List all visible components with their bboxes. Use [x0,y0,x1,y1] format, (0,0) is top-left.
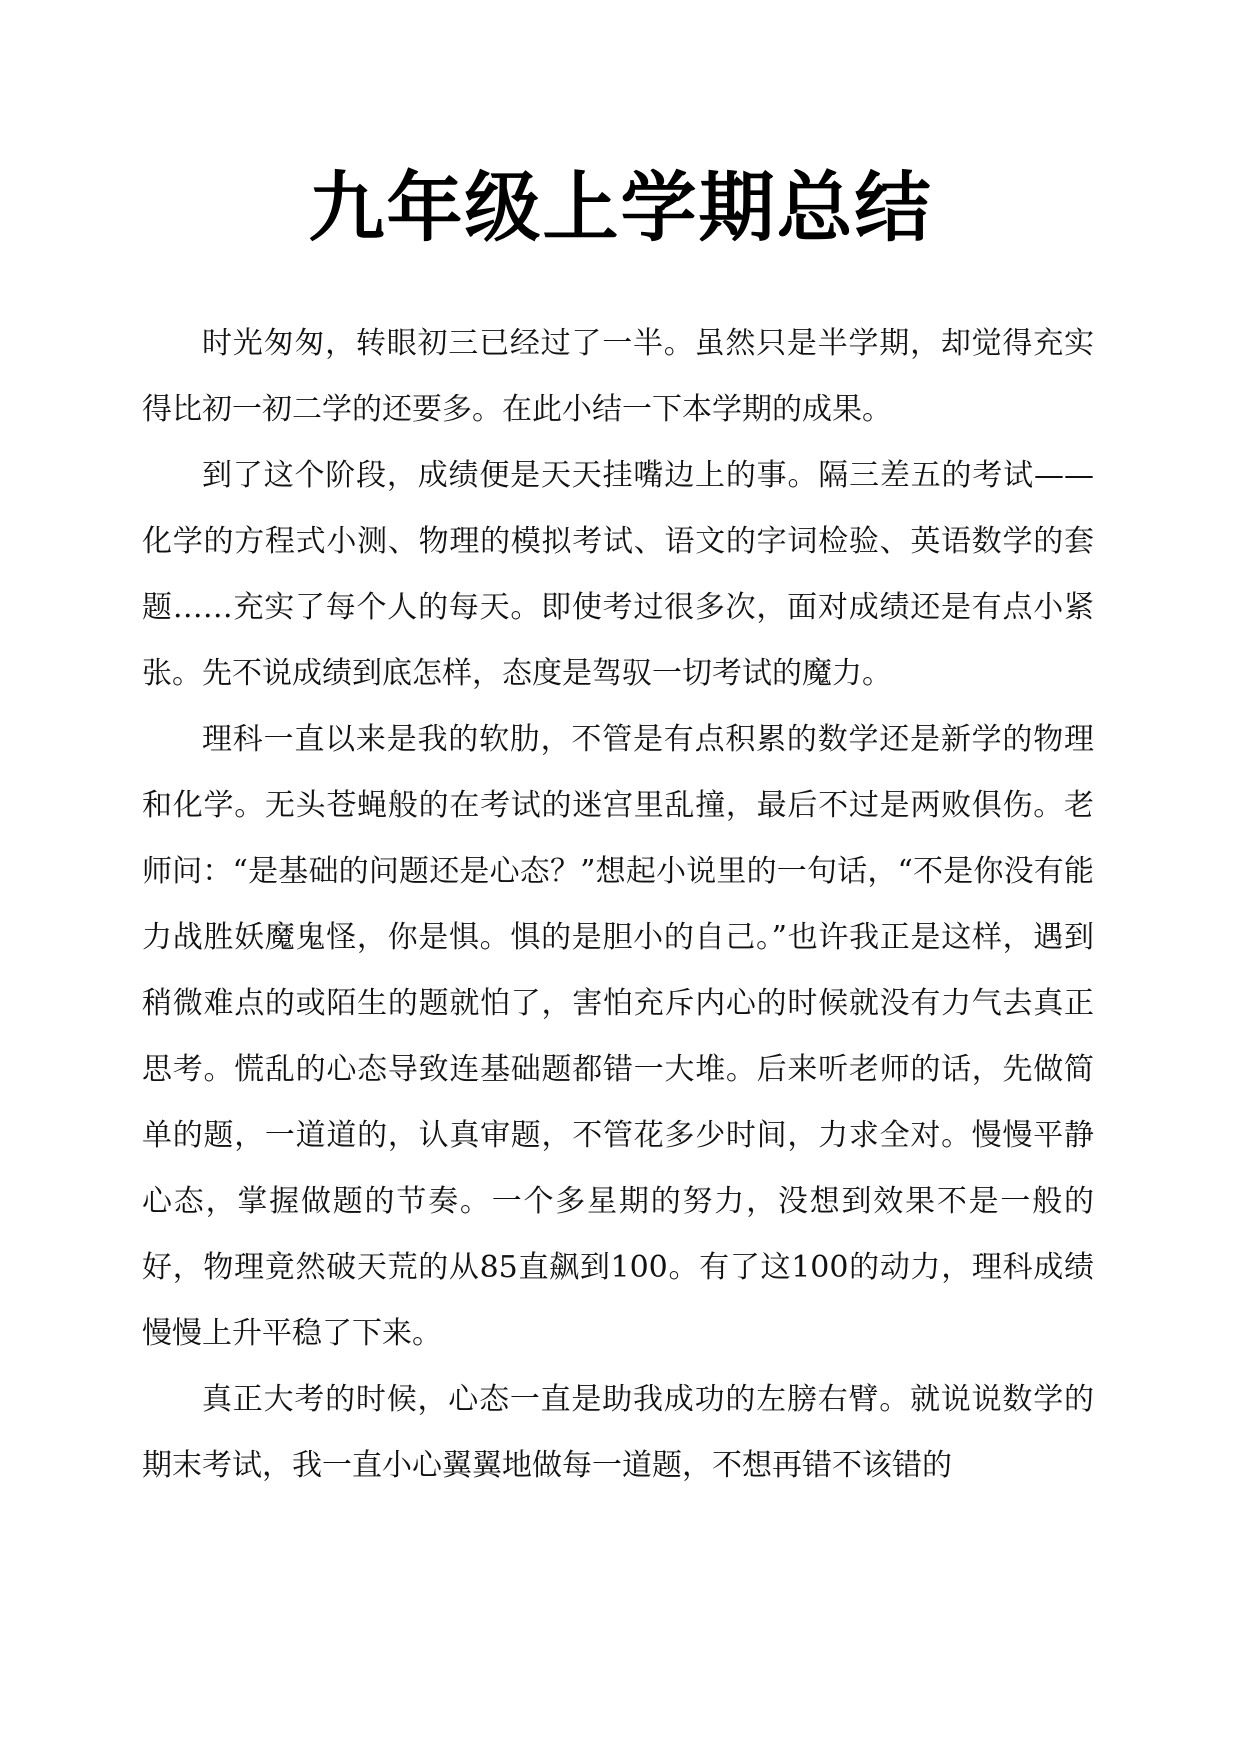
page-title: 九年级上学期总结 [308,163,933,252]
document-body [142,311,1094,1499]
paragraph-1: 时光匆匆，转眼初三已经过了一半。虽然只是半学期，却觉得充实得比初一初二学的还要多。在此小结一下本学期的成果。 [142,326,1094,427]
paragraph-4: 真正大考的时候，心态一直是助我成功的左膀右臂。就说说数学的期末考试，我一直小心翼翼地做每一道题，不想再错不该错的 [142,1382,1094,1483]
paragraph-2: 到了这个阶段，成绩便是天天挂嘴边上的事。隔三差五的考试——化学的方程式小测、物理的模拟考试、语文的字词检验、英语数学的套题……充实了每个人的每天。即使考过很多次，面对成绩还是有点小紧张。先不说成绩到底怎样，态度是驾驭一切考试的魔力。 [142,458,1094,691]
paragraph-3: 理科一直以来是我的软肋，不管是有点积累的数学还是新学的物理和化学。无头苍蝇般的在考试的迷宫里乱撞，最后不过是两败俱伤。老师问：“是基础的问题还是心态？”想起小说里的一句话，“不是你没有能力战胜妖魔鬼怪，你是惧。惧的是胆小的自己。”也许我正是这样，遇到稍微难点的或陌生的题就怕了，害怕充斥内心的时候就没有力气去真正思考。慌乱的心态导致连基础题都错一大堆。后来听老师的话，先做简单的题，一道道的，认真审题，不管花多少时间，力求全对。慢慢平静心态，掌握做题的节奏。一个多星期的努力，没想到效果不是一般的好，物理竟然破天荒的从85直飙到100。有了这100的动力，理科成绩慢慢上升平稳了下来。 [142,722,1094,1351]
